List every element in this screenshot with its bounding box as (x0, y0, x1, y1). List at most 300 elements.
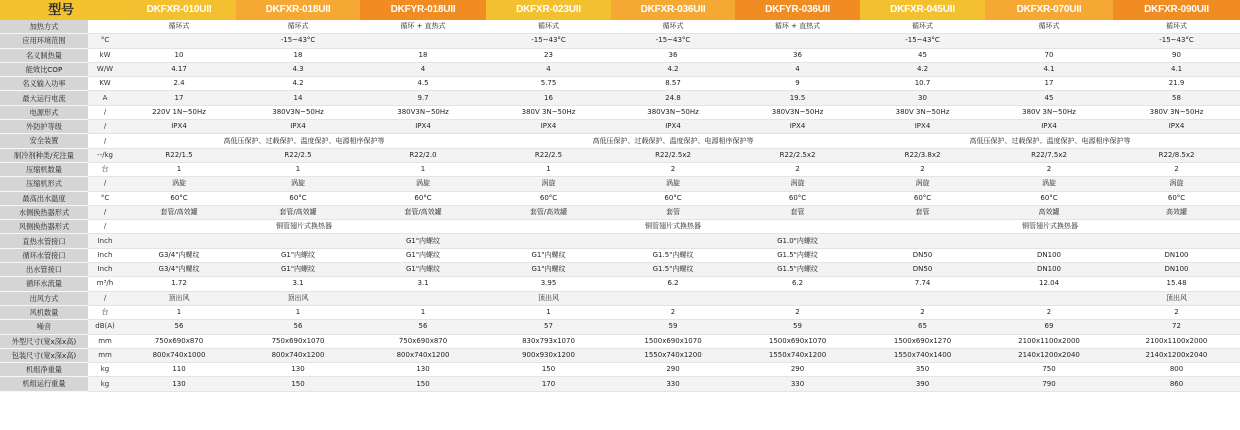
table-row (0, 277, 1240, 291)
table-cell: 6.2 (611, 277, 735, 291)
table-cell: 套管 (611, 205, 735, 219)
table-cell: IPX4 (236, 120, 360, 134)
table-row (0, 220, 1240, 234)
table-cell: 套管/高效罐 (236, 205, 360, 219)
table-cell: 1 (360, 162, 486, 176)
model-header: 型号 (0, 0, 122, 20)
model-header: DKFXR-036UII (611, 0, 735, 20)
row-label: 压缩机形式 (0, 177, 88, 191)
table-cell (985, 291, 1113, 305)
model-header: DKFXR-045UII (860, 0, 985, 20)
table-cell: IPX4 (1113, 120, 1240, 134)
table-cell: 36 (611, 48, 735, 62)
model-header: DKFXR-018UII (236, 0, 360, 20)
row-label: 最高出水温度 (0, 191, 88, 205)
row-unit: kg (88, 363, 122, 377)
table-cell: IPX4 (735, 120, 860, 134)
table-row (0, 377, 1240, 391)
table-cell: 36 (735, 48, 860, 62)
table-cell: 1 (122, 162, 236, 176)
table-row (0, 34, 1240, 48)
table-cell: G3/4"内螺纹 (122, 248, 236, 262)
row-unit: / (88, 205, 122, 219)
table-cell: 9 (735, 77, 860, 91)
table-row (0, 105, 1240, 119)
row-unit: W/W (88, 62, 122, 76)
table-cell: 750x690x1070 (236, 334, 360, 348)
table-cell: 2 (735, 162, 860, 176)
table-cell: 30 (860, 91, 985, 105)
table-cell: 24.8 (611, 91, 735, 105)
table-row (0, 20, 1240, 34)
row-label: 风侧换热器形式 (0, 220, 88, 234)
row-unit: KW (88, 77, 122, 91)
table-cell: 1 (236, 305, 360, 319)
table-cell: 1 (360, 305, 486, 319)
table-cell: 高效罐 (1113, 205, 1240, 219)
table-cell (985, 34, 1113, 48)
table-cell: 套管/高效罐 (360, 205, 486, 219)
table-cell: 14 (236, 91, 360, 105)
table-cell: 3.1 (236, 277, 360, 291)
table-cell: R22/1.5 (122, 148, 236, 162)
table-cell: 2 (985, 162, 1113, 176)
table-cell: 380V 3N~50Hz (860, 105, 985, 119)
row-label: 制冷剂种类/充注量 (0, 148, 88, 162)
table-cell: DN50 (860, 263, 985, 277)
table-cell: 800x740x1000 (122, 348, 236, 362)
table-cell: 循环 + 直热式 (735, 20, 860, 34)
table-cell: 4.2 (236, 77, 360, 91)
row-label: 机组净重量 (0, 363, 88, 377)
table-cell: 150 (236, 377, 360, 391)
table-cell: 290 (735, 363, 860, 377)
table-cell: 铜管翅片式换热器 (122, 220, 486, 234)
table-row (0, 248, 1240, 262)
table-cell: 45 (985, 91, 1113, 105)
table-cell: 18 (236, 48, 360, 62)
table-cell (360, 291, 486, 305)
table-cell: DN50 (860, 248, 985, 262)
table-cell: 循环 + 直热式 (360, 20, 486, 34)
row-unit: / (88, 220, 122, 234)
row-label: 包装尺寸(宽x深x高) (0, 348, 88, 362)
row-label: 水侧换热器形式 (0, 205, 88, 219)
table-cell: 循环式 (860, 20, 985, 34)
row-unit: --/kg (88, 148, 122, 162)
table-cell: 4.2 (611, 62, 735, 76)
model-header: DKFYR-036UII (735, 0, 860, 20)
table-cell (486, 234, 611, 248)
table-row (0, 334, 1240, 348)
table-cell: 铜管翅片式换热器 (860, 220, 1240, 234)
row-label: 机组运行重量 (0, 377, 88, 391)
table-cell: 380V 3N~50Hz (985, 105, 1113, 119)
table-cell: 17 (985, 77, 1113, 91)
table-cell: -15~43°C (860, 34, 985, 48)
table-cell: IPX4 (360, 120, 486, 134)
table-cell: R22/2.5x2 (735, 148, 860, 162)
table-cell: 顶出风 (486, 291, 611, 305)
row-unit (88, 20, 122, 34)
model-header: DKFXR-010UII (122, 0, 236, 20)
table-cell: 2 (1113, 305, 1240, 319)
table-cell: 330 (735, 377, 860, 391)
table-cell: 1500x690x1070 (611, 334, 735, 348)
table-row (0, 91, 1240, 105)
table-cell (735, 291, 860, 305)
table-cell: 3.95 (486, 277, 611, 291)
table-cell: 60°C (236, 191, 360, 205)
row-unit: A (88, 91, 122, 105)
table-cell: G1"内螺纹 (236, 248, 360, 262)
row-label: 出水管接口 (0, 263, 88, 277)
table-cell: 套管/高效罐 (122, 205, 236, 219)
table-cell: -15~43°C (611, 34, 735, 48)
table-cell: 高低压保护、过载保护、温度保护、电源相序保护等 (860, 134, 1240, 148)
table-cell: 2 (860, 305, 985, 319)
table-cell: G3/4"内螺纹 (122, 263, 236, 277)
table-cell: G1"内螺纹 (236, 263, 360, 277)
table-cell: 1 (236, 162, 360, 176)
table-cell: 750 (985, 363, 1113, 377)
table-cell: 涡旋 (611, 177, 735, 191)
table-cell (735, 34, 860, 48)
table-cell: -15~43°C (236, 34, 360, 48)
table-cell: 380V3N~50Hz (360, 105, 486, 119)
table-cell: 380V 3N~50Hz (1113, 105, 1240, 119)
row-unit: Inch (88, 248, 122, 262)
table-cell: 涡旋 (486, 177, 611, 191)
row-label: 加热方式 (0, 20, 88, 34)
table-cell: 130 (122, 377, 236, 391)
table-cell: 16 (486, 91, 611, 105)
table-cell: 涡旋 (1113, 177, 1240, 191)
table-cell: 60°C (860, 191, 985, 205)
row-unit: °C (88, 34, 122, 48)
row-unit: / (88, 105, 122, 119)
table-cell: 130 (236, 363, 360, 377)
row-label: 能效比COP (0, 62, 88, 76)
table-cell: 9.7 (360, 91, 486, 105)
table-cell: 60°C (486, 191, 611, 205)
table-cell: 高低压保护、过载保护、温度保护、电源相序保护等 (486, 134, 860, 148)
table-cell: 8.57 (611, 77, 735, 91)
row-unit: 台 (88, 305, 122, 319)
table-cell: 循环式 (1113, 20, 1240, 34)
table-cell: 150 (360, 377, 486, 391)
table-cell (860, 234, 985, 248)
table-cell: 2 (611, 305, 735, 319)
table-cell (611, 234, 735, 248)
table-cell: 循环式 (236, 20, 360, 34)
table-row (0, 48, 1240, 62)
table-cell: 90 (1113, 48, 1240, 62)
table-cell: 6.2 (735, 277, 860, 291)
table-cell: 800x740x1200 (360, 348, 486, 362)
table-row (0, 348, 1240, 362)
table-cell: 800 (1113, 363, 1240, 377)
table-cell: G1.0"内螺纹 (735, 234, 860, 248)
row-unit: mm (88, 348, 122, 362)
table-cell: 2 (1113, 162, 1240, 176)
table-cell: 套管 (860, 205, 985, 219)
row-label: 安全装置 (0, 134, 88, 148)
model-header: DKFXR-070UII (985, 0, 1113, 20)
model-header: DKFXR-090UII (1113, 0, 1240, 20)
table-cell: 2 (611, 162, 735, 176)
table-cell: 4.17 (122, 62, 236, 76)
table-cell: G1.5"内螺纹 (611, 248, 735, 262)
table-cell: 390 (860, 377, 985, 391)
table-cell: 15.48 (1113, 277, 1240, 291)
table-cell: 顶出风 (122, 291, 236, 305)
table-cell: 59 (611, 320, 735, 334)
table-cell: 铜管翅片式换热器 (486, 220, 860, 234)
table-cell: DN100 (1113, 248, 1240, 262)
table-cell: G1"内螺纹 (360, 263, 486, 277)
row-unit: / (88, 177, 122, 191)
table-cell: 涡旋 (360, 177, 486, 191)
table-cell: 套管/高效罐 (486, 205, 611, 219)
row-unit: m³/h (88, 277, 122, 291)
row-label: 应用环境范围 (0, 34, 88, 48)
table-row (0, 134, 1240, 148)
table-cell: 21.9 (1113, 77, 1240, 91)
table-cell: 涡旋 (236, 177, 360, 191)
table-cell (1113, 234, 1240, 248)
row-label: 最大运行电流 (0, 91, 88, 105)
table-cell: 750x690x870 (122, 334, 236, 348)
table-cell: 1550x740x1400 (860, 348, 985, 362)
table-cell: 4 (486, 62, 611, 76)
table-cell: 57 (486, 320, 611, 334)
table-cell: 790 (985, 377, 1113, 391)
table-cell: 1500x690x1270 (860, 334, 985, 348)
table-cell: 2.4 (122, 77, 236, 91)
table-cell: DN100 (985, 248, 1113, 262)
table-cell: 顶出风 (1113, 291, 1240, 305)
table-cell: 1 (486, 162, 611, 176)
row-label: 循环水管接口 (0, 248, 88, 262)
table-cell: 4.3 (236, 62, 360, 76)
table-row (0, 320, 1240, 334)
table-cell: 2100x1100x2000 (1113, 334, 1240, 348)
table-cell: 4.1 (985, 62, 1113, 76)
table-cell: 涡旋 (985, 177, 1113, 191)
table-cell: IPX4 (122, 120, 236, 134)
table-cell: 69 (985, 320, 1113, 334)
table-cell: 4.5 (360, 77, 486, 91)
table-cell: -15~43°C (1113, 34, 1240, 48)
table-cell: 12.04 (985, 277, 1113, 291)
table-cell: 18 (360, 48, 486, 62)
table-cell: G1"内螺纹 (486, 263, 611, 277)
table-cell: 56 (122, 320, 236, 334)
table-cell: R22/2.0 (360, 148, 486, 162)
table-cell: 330 (611, 377, 735, 391)
table-row (0, 234, 1240, 248)
table-cell: 17 (122, 91, 236, 105)
table-cell: 2140x1200x2040 (985, 348, 1113, 362)
table-row (0, 205, 1240, 219)
row-label: 直热水管接口 (0, 234, 88, 248)
table-cell: -15~43°C (486, 34, 611, 48)
model-header: DKFXR-023UII (486, 0, 611, 20)
table-cell: 830x793x1070 (486, 334, 611, 348)
table-cell: 900x930x1200 (486, 348, 611, 362)
table-cell: R22/2.5 (236, 148, 360, 162)
table-cell: 65 (860, 320, 985, 334)
table-cell: 1550x740x1200 (611, 348, 735, 362)
table-cell: IPX4 (985, 120, 1113, 134)
table-row (0, 263, 1240, 277)
table-row (0, 77, 1240, 91)
table-cell: 800x740x1200 (236, 348, 360, 362)
table-cell: IPX4 (860, 120, 985, 134)
table-cell: 60°C (985, 191, 1113, 205)
table-cell: 3.1 (360, 277, 486, 291)
table-cell: 110 (122, 363, 236, 377)
table-cell: 130 (360, 363, 486, 377)
table-cell: R22/8.5x2 (1113, 148, 1240, 162)
row-unit: °C (88, 191, 122, 205)
table-cell: DN100 (1113, 263, 1240, 277)
table-cell: IPX4 (486, 120, 611, 134)
table-cell: 60°C (611, 191, 735, 205)
table-cell: IPX4 (611, 120, 735, 134)
table-cell (985, 234, 1113, 248)
table-cell: 7.74 (860, 277, 985, 291)
spec-body (0, 20, 1240, 391)
table-cell: 1550x740x1200 (735, 348, 860, 362)
table-cell (860, 291, 985, 305)
table-cell: 60°C (360, 191, 486, 205)
table-cell: 58 (1113, 91, 1240, 105)
table-cell: 顶出风 (236, 291, 360, 305)
table-cell (360, 34, 486, 48)
table-cell: 59 (735, 320, 860, 334)
table-cell: R22/7.5x2 (985, 148, 1113, 162)
row-label: 压缩机数量 (0, 162, 88, 176)
row-label: 噪音 (0, 320, 88, 334)
table-row (0, 363, 1240, 377)
table-cell: 1 (486, 305, 611, 319)
table-cell: 70 (985, 48, 1113, 62)
table-cell: 60°C (735, 191, 860, 205)
table-cell: 45 (860, 48, 985, 62)
table-cell: 涡旋 (122, 177, 236, 191)
row-unit: 台 (88, 162, 122, 176)
table-cell: R22/3.8x2 (860, 148, 985, 162)
table-cell (122, 34, 236, 48)
row-label: 名义制热量 (0, 48, 88, 62)
table-cell: 高效罐 (985, 205, 1113, 219)
table-cell: G1.5"内螺纹 (735, 263, 860, 277)
table-cell: 2100x1100x2000 (985, 334, 1113, 348)
table-cell: 4.1 (1113, 62, 1240, 76)
table-cell: G1"内螺纹 (360, 248, 486, 262)
table-cell: 涡旋 (735, 177, 860, 191)
table-cell: G1.5"内螺纹 (611, 263, 735, 277)
table-cell: 2 (860, 162, 985, 176)
table-cell: 56 (360, 320, 486, 334)
table-cell: 150 (486, 363, 611, 377)
row-unit: kW (88, 48, 122, 62)
table-cell: 2 (735, 305, 860, 319)
table-cell: R22/2.5 (486, 148, 611, 162)
row-label: 电源形式 (0, 105, 88, 119)
table-cell: G1.5"内螺纹 (735, 248, 860, 262)
header-row (0, 0, 1240, 20)
table-cell: 1.72 (122, 277, 236, 291)
table-cell: 套管 (735, 205, 860, 219)
row-label: 外型尺寸(宽x深x高) (0, 334, 88, 348)
table-row (0, 62, 1240, 76)
table-cell: 循环式 (611, 20, 735, 34)
table-row (0, 305, 1240, 319)
table-cell: 23 (486, 48, 611, 62)
table-cell: 高低压保护、过载保护、温度保护、电源相序保护等 (122, 134, 486, 148)
table-cell: 72 (1113, 320, 1240, 334)
row-unit: kg (88, 377, 122, 391)
table-cell: 380V3N~50Hz (236, 105, 360, 119)
table-cell: DN100 (985, 263, 1113, 277)
table-cell (611, 291, 735, 305)
row-label: 名义输入功率 (0, 77, 88, 91)
table-cell: 10.7 (860, 77, 985, 91)
table-cell: 5.75 (486, 77, 611, 91)
table-cell: 4 (360, 62, 486, 76)
row-label: 风机数量 (0, 305, 88, 319)
table-cell: 2140x1200x2040 (1113, 348, 1240, 362)
table-cell: 19.5 (735, 91, 860, 105)
table-cell: 涡旋 (860, 177, 985, 191)
row-unit: Inch (88, 234, 122, 248)
row-unit: / (88, 120, 122, 134)
table-cell: 4 (735, 62, 860, 76)
table-cell: 290 (611, 363, 735, 377)
row-label: 出风方式 (0, 291, 88, 305)
table-row (0, 162, 1240, 176)
table-row (0, 148, 1240, 162)
row-unit: Inch (88, 263, 122, 277)
table-cell: 750x690x870 (360, 334, 486, 348)
table-cell: 2 (985, 305, 1113, 319)
table-cell (236, 234, 360, 248)
table-cell: R22/2.5x2 (611, 148, 735, 162)
table-cell (122, 234, 236, 248)
table-cell: 860 (1113, 377, 1240, 391)
table-cell: G1"内螺纹 (486, 248, 611, 262)
table-cell: 4.2 (860, 62, 985, 76)
table-cell: 380V3N~50Hz (735, 105, 860, 119)
table-cell: 循环式 (486, 20, 611, 34)
table-cell: 56 (236, 320, 360, 334)
table-cell: 1500x690x1070 (735, 334, 860, 348)
table-cell: 170 (486, 377, 611, 391)
table-cell: 380V 3N~50Hz (486, 105, 611, 119)
table-cell: G1"内螺纹 (360, 234, 486, 248)
row-label: 外防护等级 (0, 120, 88, 134)
table-row (0, 120, 1240, 134)
model-header: DKFYR-018UII (360, 0, 486, 20)
row-unit: / (88, 291, 122, 305)
table-cell: 1 (122, 305, 236, 319)
row-label: 循环水流量 (0, 277, 88, 291)
table-row (0, 177, 1240, 191)
table-row (0, 291, 1240, 305)
